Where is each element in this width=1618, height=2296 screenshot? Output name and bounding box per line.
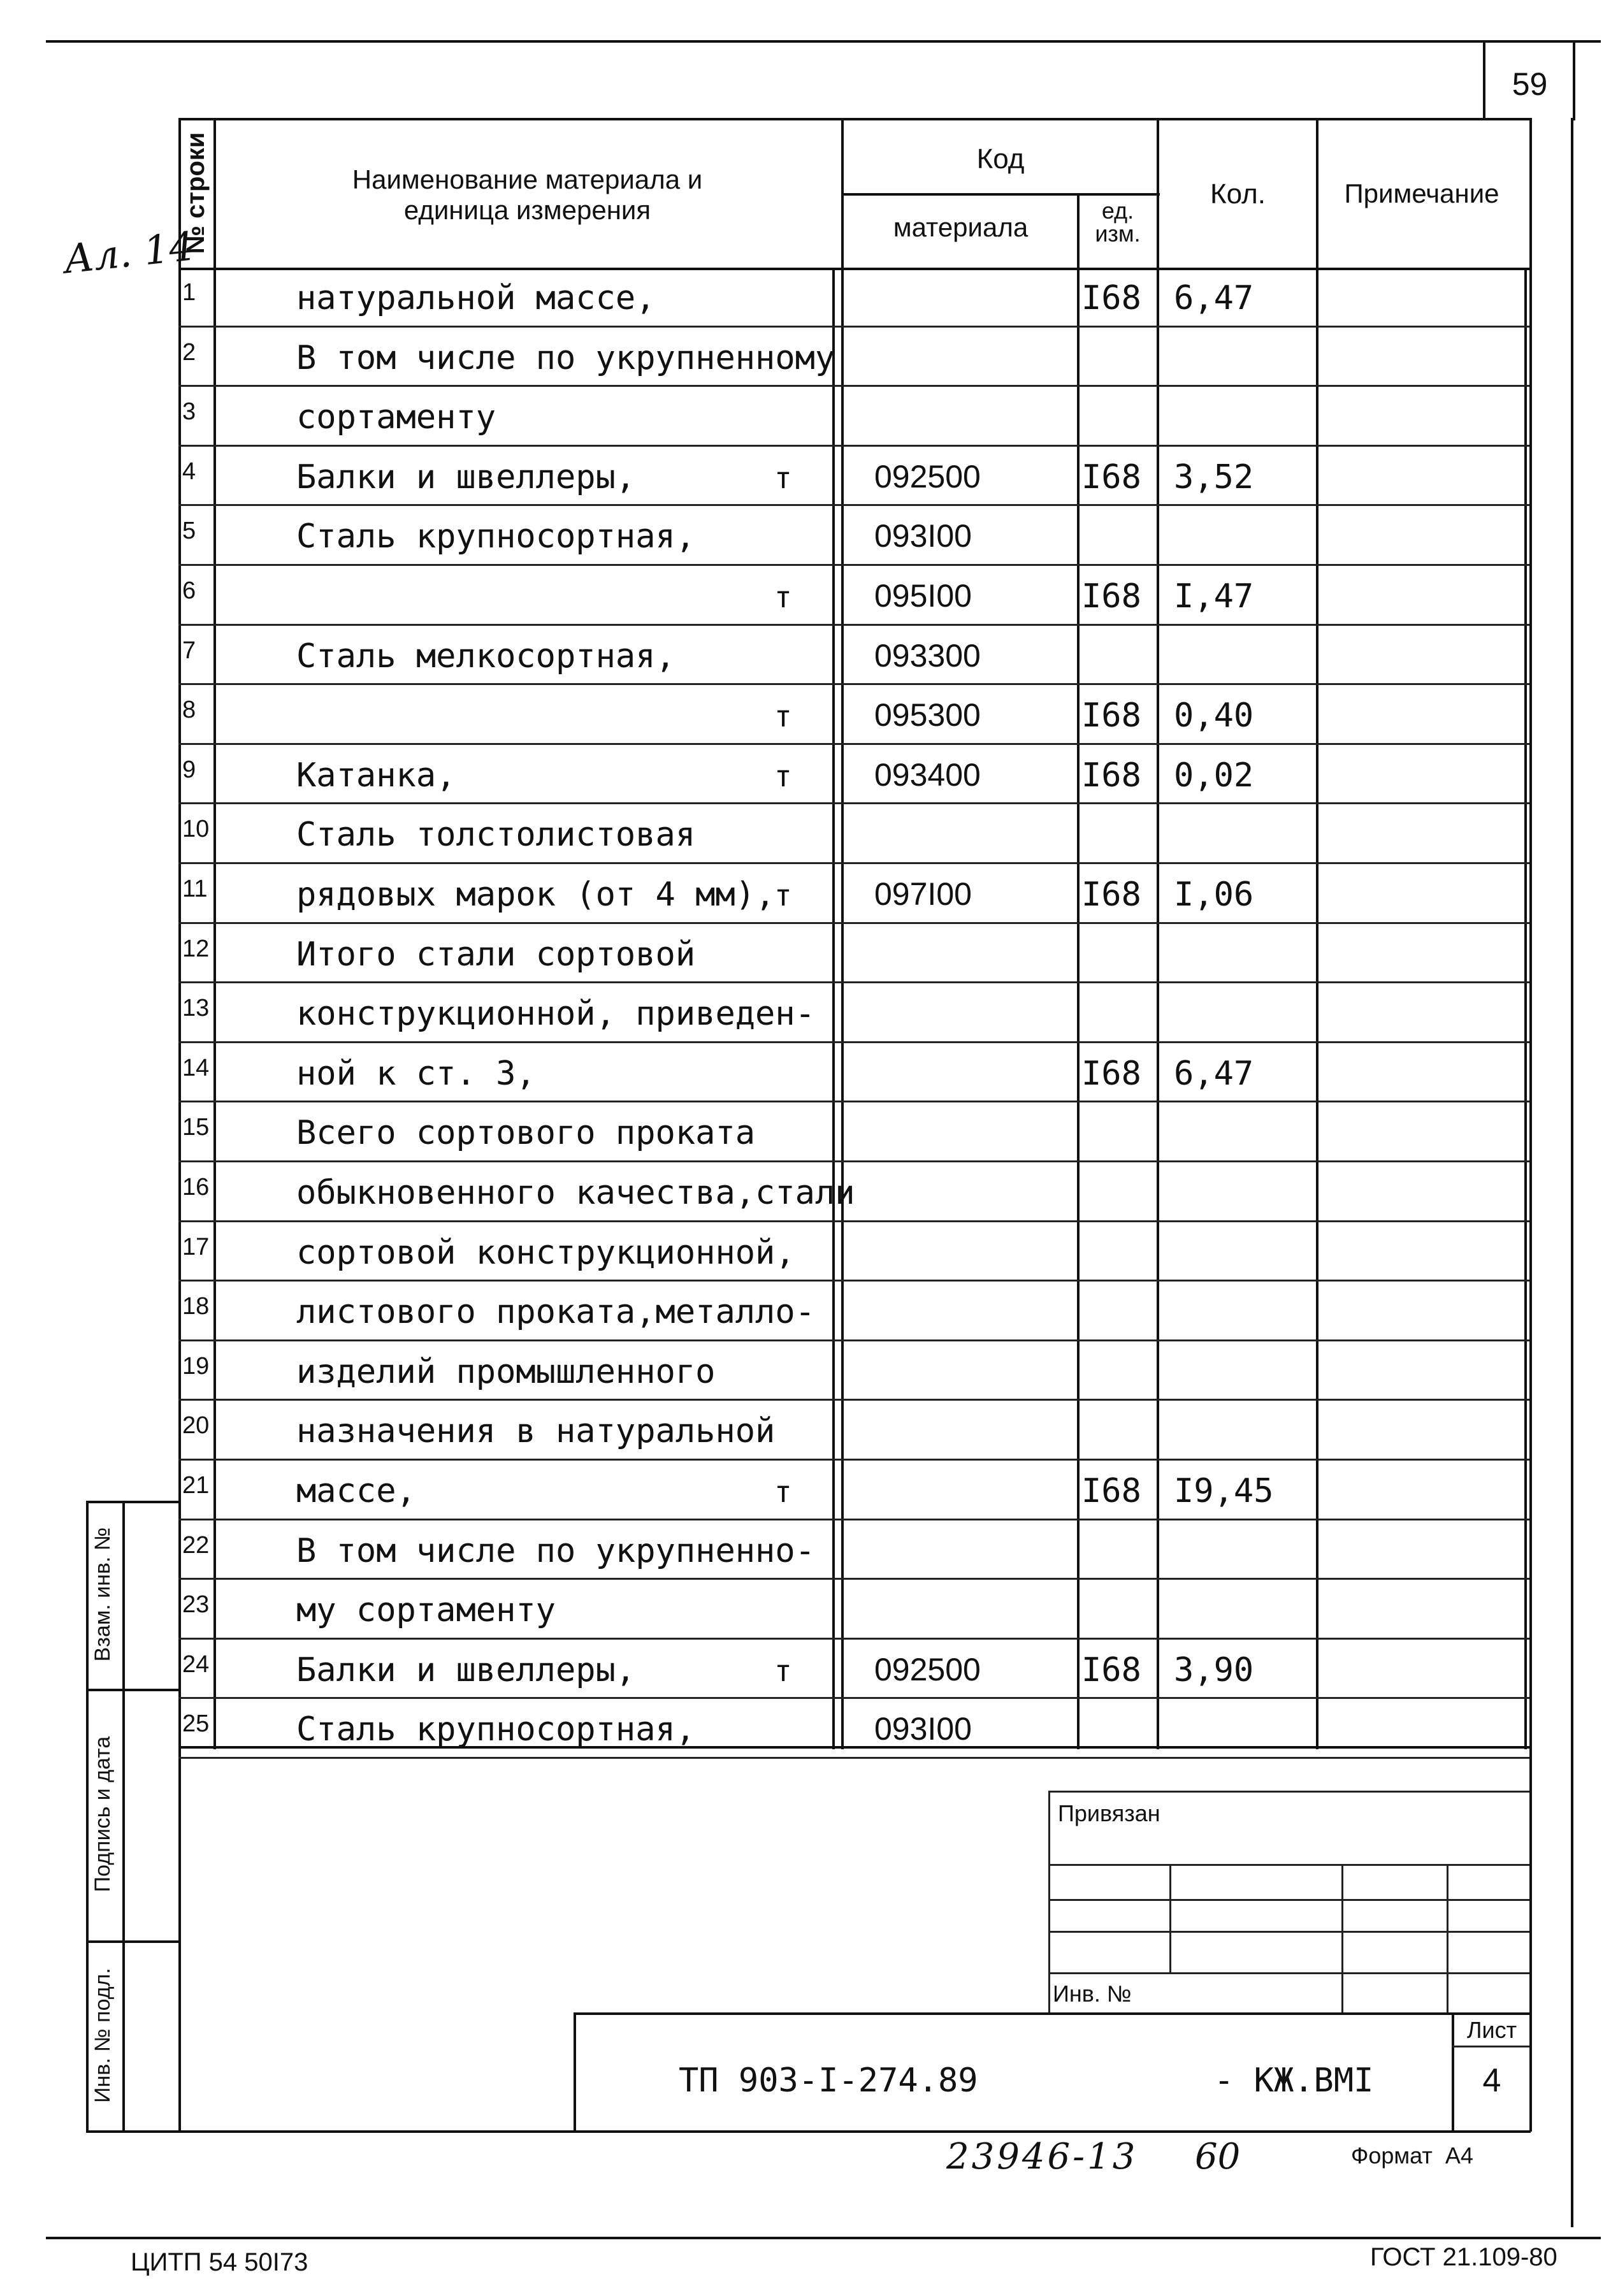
title-block-sheet-label-line — [1452, 2046, 1529, 2047]
side-label-inv-podl: Инв. № подл. — [90, 1968, 115, 2103]
row-material-code: 093I00 — [874, 518, 972, 554]
table-row — [178, 745, 1529, 805]
row-name: Балки и швеллеры, — [296, 1650, 636, 1689]
left-footer: ЦИТП 54 50I73 — [131, 2248, 308, 2276]
header-name-line1: Наименование материала и — [352, 164, 703, 194]
handwritten-page: 60 — [1195, 2136, 1241, 2177]
row-material-code: 097I00 — [874, 876, 972, 912]
stamp-grid-h2 — [1048, 1899, 1529, 1901]
row-name: изделий промышленного — [296, 1352, 716, 1391]
header-name — [217, 164, 838, 226]
row-number: 20 — [182, 1412, 210, 1440]
row-number: 16 — [182, 1174, 210, 1201]
table-row — [178, 1640, 1529, 1700]
frame-top — [178, 118, 1531, 120]
row-number: 22 — [182, 1531, 210, 1559]
row-number: 3 — [182, 398, 196, 426]
table-row — [178, 1520, 1529, 1580]
header-material: материала — [893, 212, 1029, 242]
title-block-sheet-divider — [1452, 2012, 1454, 2132]
stamp-grid-h3 — [1048, 1931, 1529, 1933]
header-qty: Кол. — [1210, 178, 1266, 210]
bottom-rule — [46, 2237, 1601, 2239]
table-row — [178, 1699, 1529, 1759]
row-number: 10 — [182, 816, 210, 843]
stamp-privyazan: Привязан — [1058, 1800, 1160, 1826]
table-row — [178, 1282, 1529, 1341]
row-number: 18 — [182, 1293, 210, 1320]
row-name: Балки и швеллеры, — [296, 458, 636, 496]
format-label: Формат А4 — [1351, 2142, 1473, 2169]
row-name: сортаменту — [296, 398, 496, 437]
row-number: 14 — [182, 1054, 210, 1081]
row-number: 5 — [182, 517, 196, 545]
table-row — [178, 626, 1529, 686]
stamp-left — [1048, 1791, 1050, 2014]
row-name: Всего сортового проката — [296, 1114, 756, 1153]
row-name: массе, — [296, 1472, 416, 1510]
stamp-grid-v2 — [1341, 1864, 1343, 2014]
table-row — [178, 685, 1529, 745]
header-unit — [1080, 199, 1155, 245]
row-material-code: 093I00 — [874, 1711, 972, 1747]
row-unit-t: т — [774, 699, 792, 734]
row-number: 23 — [182, 1591, 210, 1619]
title-block-left — [574, 2012, 576, 2132]
table-row — [178, 1043, 1529, 1103]
table-row — [178, 1401, 1529, 1461]
stamp-grid-h1 — [1048, 1864, 1529, 1866]
row-name: Сталь мелкосортная, — [296, 637, 675, 675]
row-unit-code: I68 — [1081, 577, 1141, 616]
table-row — [178, 1341, 1529, 1401]
row-number: 25 — [182, 1710, 210, 1738]
side-stamp-div1 — [86, 1689, 180, 1691]
row-number: 4 — [182, 458, 196, 485]
table-row — [178, 1580, 1529, 1640]
row-qty: 0,40 — [1174, 697, 1254, 735]
row-unit-code: I68 — [1081, 697, 1141, 735]
top-rule — [46, 40, 1601, 43]
row-material-code: 093300 — [874, 637, 981, 674]
table-row — [178, 268, 1529, 328]
row-name: рядовых марок (от 4 мм), — [296, 876, 776, 914]
row-name: Сталь крупносортная, — [296, 1710, 696, 1749]
side-label-vzam: Взам. инв. № — [90, 1527, 115, 1662]
row-name: конструкционной, приведен- — [296, 995, 815, 1034]
margin-note: Ал. 14 — [61, 222, 197, 283]
side-stamp-top — [86, 1501, 180, 1503]
header-unit-line2: изм. — [1095, 220, 1141, 247]
row-number: 21 — [182, 1472, 210, 1499]
header-note: Примечание — [1344, 178, 1499, 208]
table-row — [178, 447, 1529, 507]
row-number: 19 — [182, 1352, 210, 1380]
row-number: 2 — [182, 338, 196, 366]
row-name: В том числе по укрупненному — [296, 338, 835, 377]
stamp-doc-code: ТП 903-I-274.89 — [679, 2061, 978, 2100]
table-row — [178, 566, 1529, 626]
row-name: Сталь крупносортная, — [296, 517, 696, 556]
table-row — [178, 1222, 1529, 1282]
row-name: назначения в натуральной — [296, 1412, 776, 1451]
row-number: 17 — [182, 1233, 210, 1260]
row-number: 6 — [182, 577, 196, 604]
row-unit-t: т — [774, 1653, 792, 1688]
row-material-code: 092500 — [874, 1651, 981, 1687]
stamp-grid-v1 — [1169, 1864, 1171, 1972]
row-name: В том числе по укрупненно- — [296, 1531, 815, 1570]
row-material-code: 095I00 — [874, 578, 972, 614]
page-number-box-right — [1573, 40, 1575, 120]
row-unit-code: I68 — [1081, 458, 1141, 496]
row-unit-code: I68 — [1081, 1472, 1141, 1510]
stamp-doc-suffix: - КЖ.ВМI — [1214, 2061, 1374, 2100]
row-name: обыкновенного качества,стали — [296, 1174, 855, 1212]
table-row — [178, 983, 1529, 1043]
stamp-sheet-label: Лист — [1466, 2017, 1517, 2043]
row-name: ной к ст. 3, — [296, 1054, 536, 1093]
row-unit-t: т — [774, 878, 792, 913]
table-row — [178, 506, 1529, 566]
frame-right — [1529, 118, 1532, 2132]
side-stamp-mid — [122, 1501, 125, 2132]
table-row — [178, 1102, 1529, 1162]
table-row — [178, 924, 1529, 984]
row-unit-code: I68 — [1081, 1650, 1141, 1689]
table-row — [178, 328, 1529, 387]
stamp-grid-h4 — [1048, 1972, 1529, 1974]
table-row — [178, 864, 1529, 924]
handwritten-number: 23946-13 — [946, 2136, 1138, 2177]
row-qty: 3,90 — [1174, 1650, 1254, 1689]
frame-bottom — [86, 2130, 1531, 2133]
header-name-line2: единица измерения — [403, 195, 651, 225]
row-number: 13 — [182, 995, 210, 1022]
row-name: листового проката,металло- — [296, 1293, 815, 1332]
stamp-inv-no: Инв. № — [1053, 1981, 1132, 2007]
row-qty: 6,47 — [1174, 1054, 1254, 1093]
outer-right-border — [1571, 118, 1573, 2227]
row-name: му сортаменту — [296, 1591, 556, 1630]
row-qty: I,47 — [1174, 577, 1254, 616]
table-row — [178, 1162, 1529, 1222]
row-unit-t: т — [774, 460, 792, 495]
row-qty: 3,52 — [1174, 458, 1254, 496]
row-number: 1 — [182, 279, 196, 306]
row-name: Итого стали сортовой — [296, 935, 696, 974]
page-number: 59 — [1512, 66, 1548, 102]
row-qty: 0,02 — [1174, 756, 1254, 795]
row-name: сортовой конструкционной, — [296, 1233, 795, 1272]
table-row — [178, 804, 1529, 864]
table-row — [178, 387, 1529, 447]
row-material-code: 093400 — [874, 756, 981, 793]
row-number: 7 — [182, 637, 196, 664]
row-material-code: 095300 — [874, 697, 981, 733]
title-block-top — [574, 2012, 1531, 2015]
row-number: 15 — [182, 1114, 210, 1141]
row-unit-t: т — [774, 1475, 792, 1509]
row-name: Сталь толстолистовая — [296, 816, 696, 855]
row-name: Катанка, — [296, 756, 456, 795]
header-unit-line1: ед. — [1101, 198, 1134, 224]
row-number: 9 — [182, 756, 196, 783]
row-unit-code: I68 — [1081, 1054, 1141, 1093]
side-stamp-left — [86, 1501, 89, 2132]
row-number: 8 — [182, 697, 196, 724]
stamp-grid-v3 — [1447, 1864, 1448, 2014]
table-row — [178, 1461, 1529, 1520]
stamp-top — [1048, 1791, 1529, 1793]
row-qty: 6,47 — [1174, 279, 1254, 317]
row-unit-code: I68 — [1081, 876, 1141, 914]
header-code: Код — [976, 143, 1025, 175]
side-label-podpis: Подпись и дата — [90, 1736, 115, 1893]
row-number: 11 — [182, 876, 208, 902]
row-number: 24 — [182, 1650, 210, 1678]
page-number-box-left — [1483, 40, 1485, 120]
row-unit-t: т — [774, 758, 792, 793]
stamp-sheet-no: 4 — [1482, 2062, 1501, 2099]
right-footer: ГОСТ 21.109-80 — [1370, 2243, 1557, 2271]
row-name: натуральной массе, — [296, 279, 656, 317]
header-row-number: № строки — [182, 132, 210, 254]
row-unit-code: I68 — [1081, 756, 1141, 795]
row-unit-code: I68 — [1081, 279, 1141, 317]
code-subheader — [842, 193, 1160, 196]
row-unit-t: т — [774, 580, 792, 614]
row-qty: I9,45 — [1174, 1472, 1274, 1510]
row-material-code: 092500 — [874, 458, 981, 495]
row-number: 12 — [182, 935, 210, 962]
row-qty: I,06 — [1174, 876, 1254, 914]
